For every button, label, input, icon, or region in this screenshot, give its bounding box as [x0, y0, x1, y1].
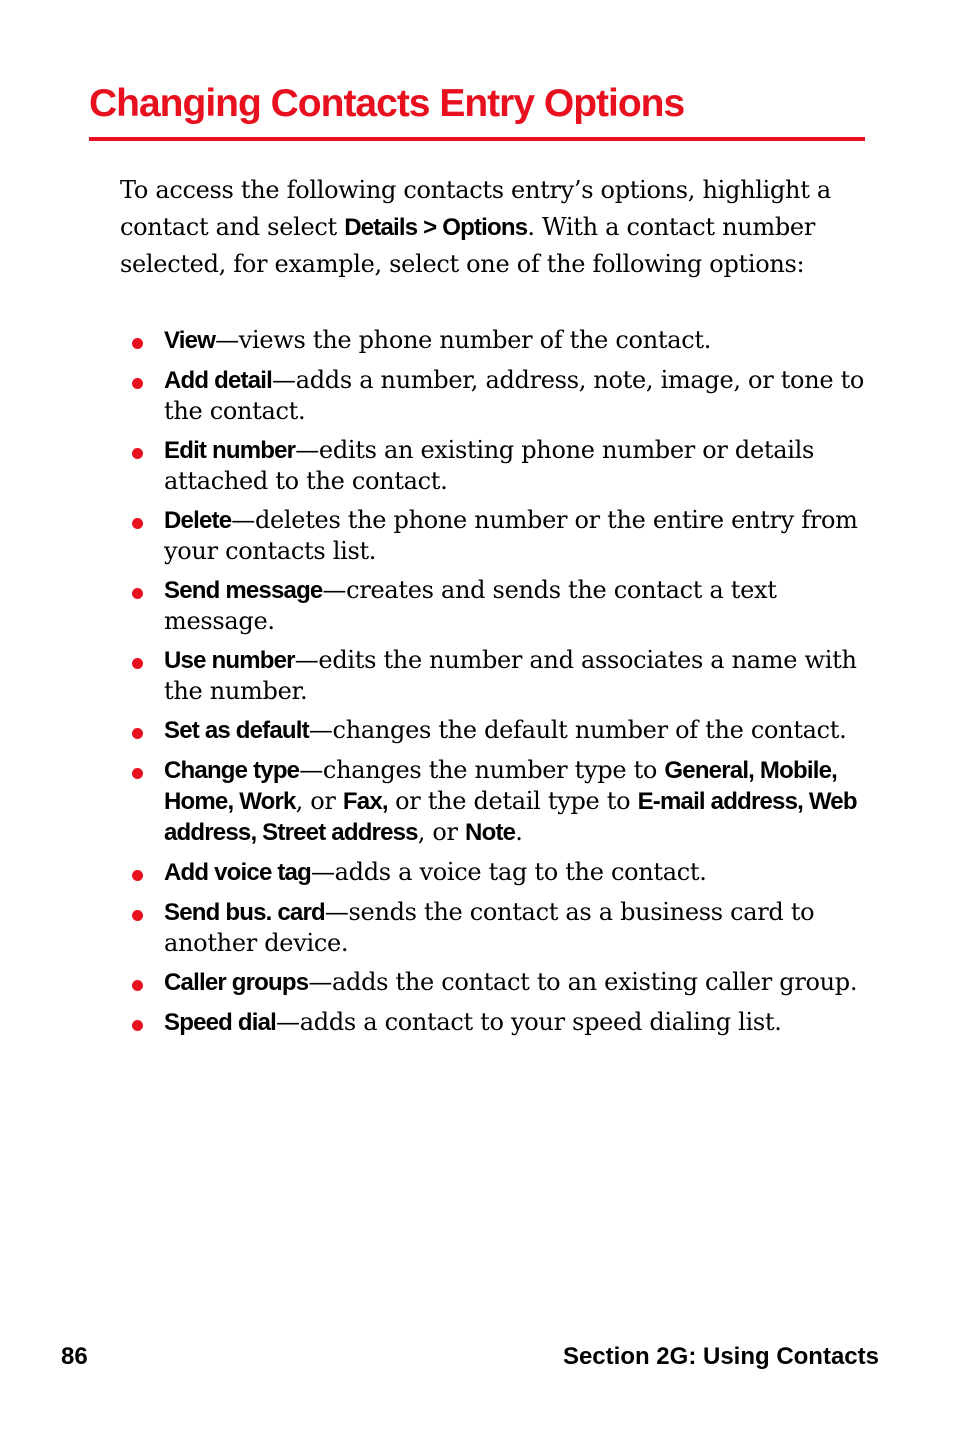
option-term: Set as default [164, 717, 309, 744]
menu-path: Details > Options [344, 213, 528, 241]
bullet-icon [132, 1020, 143, 1031]
option-add-detail [130, 365, 870, 426]
option-view [130, 325, 870, 356]
option-desc: . [515, 818, 523, 846]
option-term: Delete [164, 507, 232, 534]
option-add-voice-tag [130, 857, 870, 888]
option-desc: —sends the contact as a business card to another device. [164, 898, 815, 957]
option-desc: —adds a number, address, note, image, or tone to the contact. [164, 366, 865, 425]
option-change-type [130, 755, 870, 848]
option-desc: —adds the contact to an existing caller group. [308, 968, 858, 996]
option-desc: , or [417, 818, 466, 846]
option-term: View [164, 327, 216, 354]
intro-paragraph [120, 172, 870, 283]
option-send-message [130, 575, 870, 636]
bullet-icon [132, 910, 143, 921]
option-desc: —views the phone number of the contact. [215, 326, 712, 354]
option-send-bus-card [130, 897, 870, 958]
option-term: Change type [164, 757, 300, 784]
bullet-icon [132, 768, 143, 779]
option-term: Send bus. card [164, 899, 325, 926]
option-desc: —edits an existing phone number or details attached to the contact. [164, 436, 814, 495]
bullet-icon [132, 518, 143, 529]
section-title: Section 2G: Using Contacts [562, 1343, 879, 1370]
option-caller-groups [130, 967, 870, 998]
option-term: Add detail [164, 367, 273, 394]
intro-text-1: To access the following contacts entry’s options, highlight a contact and select [120, 176, 831, 241]
bullet-icon [132, 658, 143, 669]
option-term: Use number [164, 647, 295, 674]
number-types: General, Mobile, Home, Work [164, 757, 837, 815]
option-desc: —changes the number type to [299, 756, 665, 784]
options-list [130, 325, 870, 1047]
page-title: Changing Contacts Entry Options [89, 82, 685, 125]
option-use-number [130, 645, 870, 706]
bullet-icon [132, 588, 143, 599]
number-type-fax: Fax, [342, 788, 388, 815]
option-term: Add voice tag [164, 859, 311, 886]
option-desc: —edits the number and associates a name with the number. [164, 646, 857, 705]
detail-types: E-mail address, Web address, Street address [164, 788, 857, 846]
option-set-as-default [130, 715, 870, 746]
bullet-icon [132, 980, 143, 991]
option-term: Caller groups [164, 969, 309, 996]
option-edit-number [130, 435, 870, 496]
option-term: Edit number [164, 437, 296, 464]
bullet-icon [132, 338, 143, 349]
option-delete [130, 505, 870, 566]
bullet-icon [132, 870, 143, 881]
bullet-icon [132, 728, 143, 739]
detail-type-note: Note [465, 819, 516, 846]
intro-text-2: . With a contact number selected, for example, select one of the following options: [120, 212, 815, 278]
option-desc: , or [295, 787, 343, 815]
bullet-icon [132, 378, 143, 389]
title-rule [89, 137, 865, 141]
option-desc: —adds a contact to your speed dialing list. [276, 1008, 782, 1036]
page-number: 86 [61, 1343, 88, 1370]
option-desc: —deletes the phone number or the entire entry from your contacts list. [164, 506, 858, 565]
option-term: Send message [164, 577, 323, 604]
option-term: Speed dial [164, 1009, 277, 1036]
option-desc: —changes the default number of the contact. [308, 716, 847, 744]
bullet-icon [132, 448, 143, 459]
option-desc: —adds a voice tag to the contact. [310, 858, 707, 886]
option-desc: or the detail type to [387, 787, 638, 815]
option-speed-dial [130, 1007, 870, 1038]
option-desc: —creates and sends the contact a text message. [164, 576, 777, 635]
